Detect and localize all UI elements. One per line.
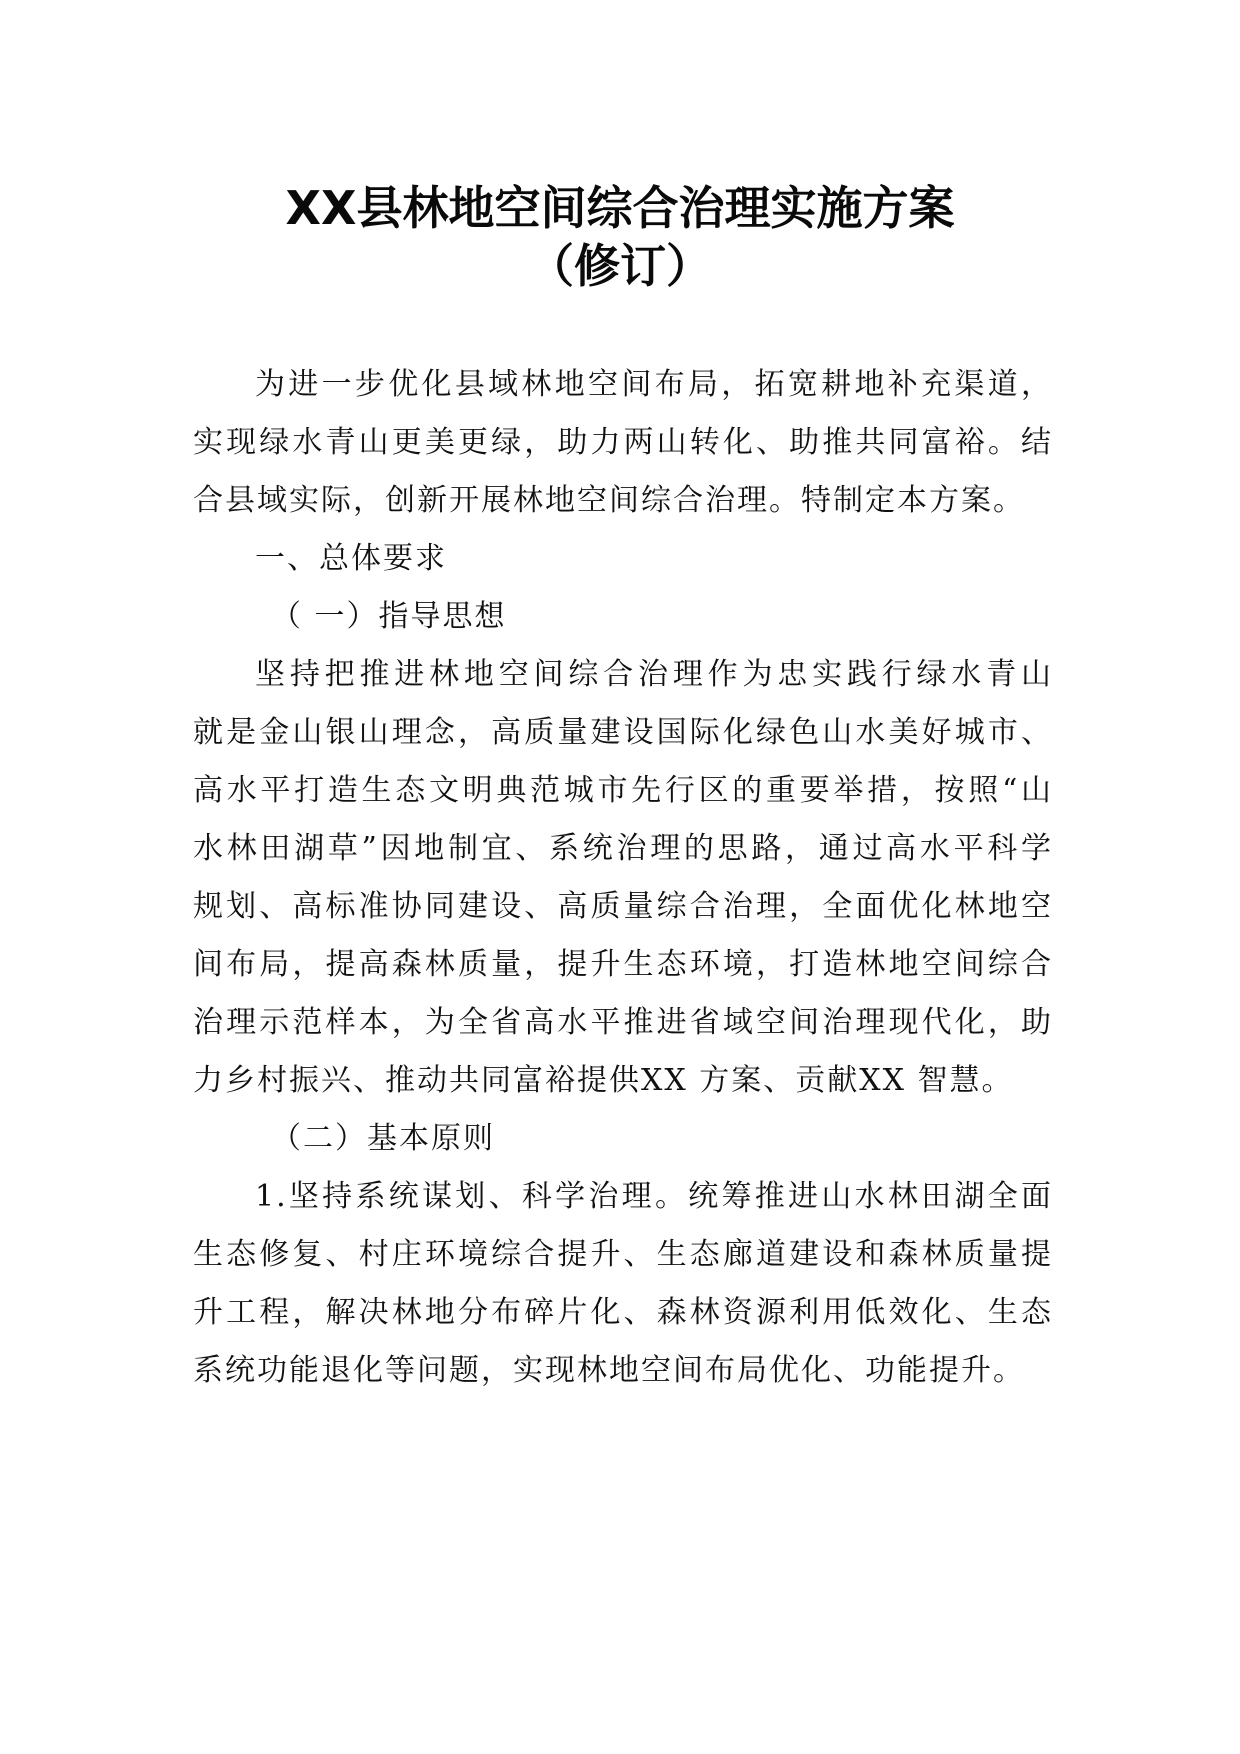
paragraph-line: 生态修复、村庄环境综合提升、生态廊道建设和森林质量提	[193, 1237, 1053, 1272]
document-title: XX县林地空间综合治理实施方案	[285, 181, 955, 235]
paragraph-line: 坚持把推进林地空间综合治理作为忠实践行绿水青山	[255, 657, 1053, 692]
paragraph-line: 治理示范样本，为全省高水平推进省域空间治理现代化，助	[193, 1005, 1053, 1040]
paragraph-line: 高水平打造生态文明典范城市先行区的重要举措，按照“山	[193, 773, 1053, 808]
paragraph-line: 就是金山银山理念，高质量建设国际化绿色山水美好城市、	[193, 715, 1053, 750]
paragraph-line: 为进一步优化县域林地空间布局，拓宽耕地补充渠道，	[255, 367, 1053, 402]
paragraph-line: 实现绿水青山更美更绿，助力两山转化、助推共同富裕。结	[193, 425, 1053, 460]
document-body	[193, 356, 1053, 1400]
paragraph-line: 1.坚持系统谋划、科学治理。统筹推进山水林田湖全面	[255, 1179, 1053, 1214]
document-subtitle: （修订）	[528, 239, 712, 293]
guiding-ideology-paragraph	[193, 646, 1053, 1110]
subsection-heading-basic-principles: （二）基本原则	[271, 1121, 495, 1156]
principle-paragraph	[193, 1168, 1053, 1400]
paragraph-line: 升工程，解决林地分布碎片化、森林资源利用低效化、生态	[193, 1295, 1053, 1330]
intro-paragraph	[193, 356, 1053, 530]
subsection-heading-guiding-ideology: （ 一）指导思想	[271, 599, 507, 634]
paragraph-line: 规划、高标准协同建设、高质量综合治理，全面优化林地空	[193, 889, 1053, 924]
paragraph-line: 间布局，提高森林质量，提升生态环境，打造林地空间综合	[193, 947, 1053, 982]
section-heading-overall-requirements: 一、总体要求	[255, 541, 447, 576]
paragraph-line: 力乡村振兴、推动共同富裕提供XX 方案、贡献XX 智慧。	[193, 1063, 1014, 1098]
paragraph-line: 合县域实际，创新开展林地空间综合治理。特制定本方案。	[193, 483, 1025, 518]
paragraph-line: 水林田湖草”因地制宜、系统治理的思路，通过高水平科学	[193, 831, 1053, 866]
paragraph-line: 系统功能退化等问题，实现林地空间布局优化、功能提升。	[193, 1353, 1025, 1388]
